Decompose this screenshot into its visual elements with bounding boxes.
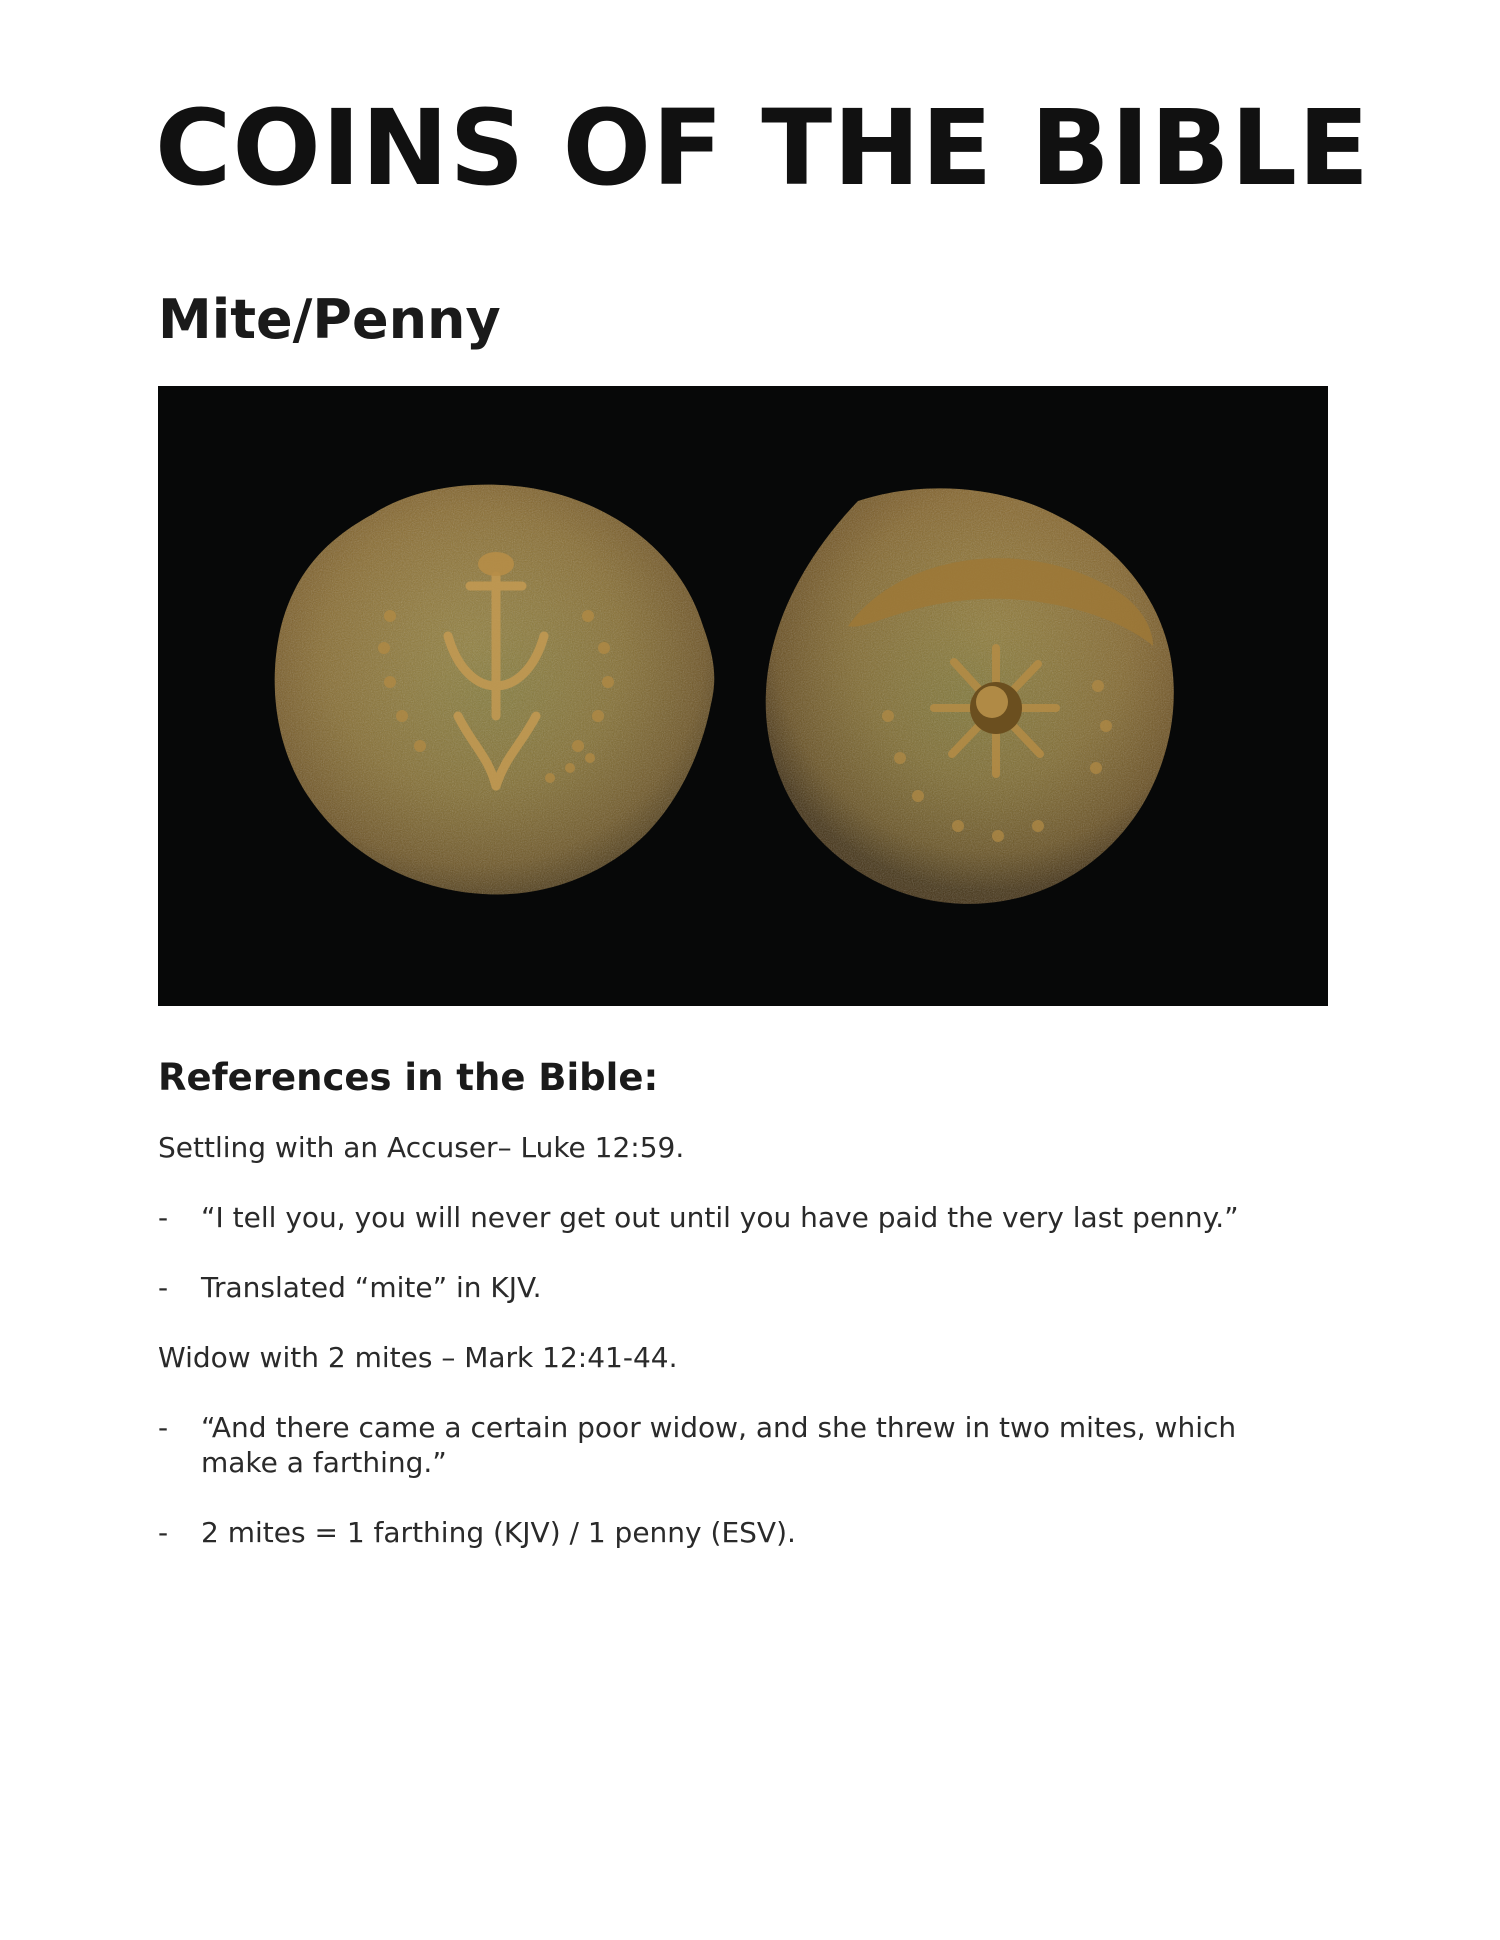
coin-photograph	[158, 386, 1328, 1006]
bullet-text: Translated “mite” in KJV.	[201, 1271, 542, 1304]
page-title: COINS OF THE BIBLE	[155, 87, 1371, 209]
bullet-marker: -	[158, 1201, 169, 1234]
reference-heading-luke: Settling with an Accuser– Luke 12:59.	[158, 1131, 685, 1164]
bullet-text: “I tell you, you will never get out until you have paid the very last penny.”	[201, 1201, 1239, 1234]
references-heading: References in the Bible:	[158, 1056, 659, 1099]
bullet-text: 2 mites = 1 farthing (KJV) / 1 penny (ESV).	[201, 1516, 796, 1549]
bullet-marker: -	[158, 1411, 169, 1444]
bullet-text: “And there came a certain poor widow, and she threw in two mites, which make a farthing.”	[201, 1411, 1237, 1479]
bullet-marker: -	[158, 1516, 169, 1549]
reference-heading-mark: Widow with 2 mites – Mark 12:41-44.	[158, 1341, 678, 1374]
bullet-marker: -	[158, 1271, 169, 1304]
coin-name-heading: Mite/Penny	[158, 288, 501, 351]
coins-illustration	[158, 386, 1328, 1006]
